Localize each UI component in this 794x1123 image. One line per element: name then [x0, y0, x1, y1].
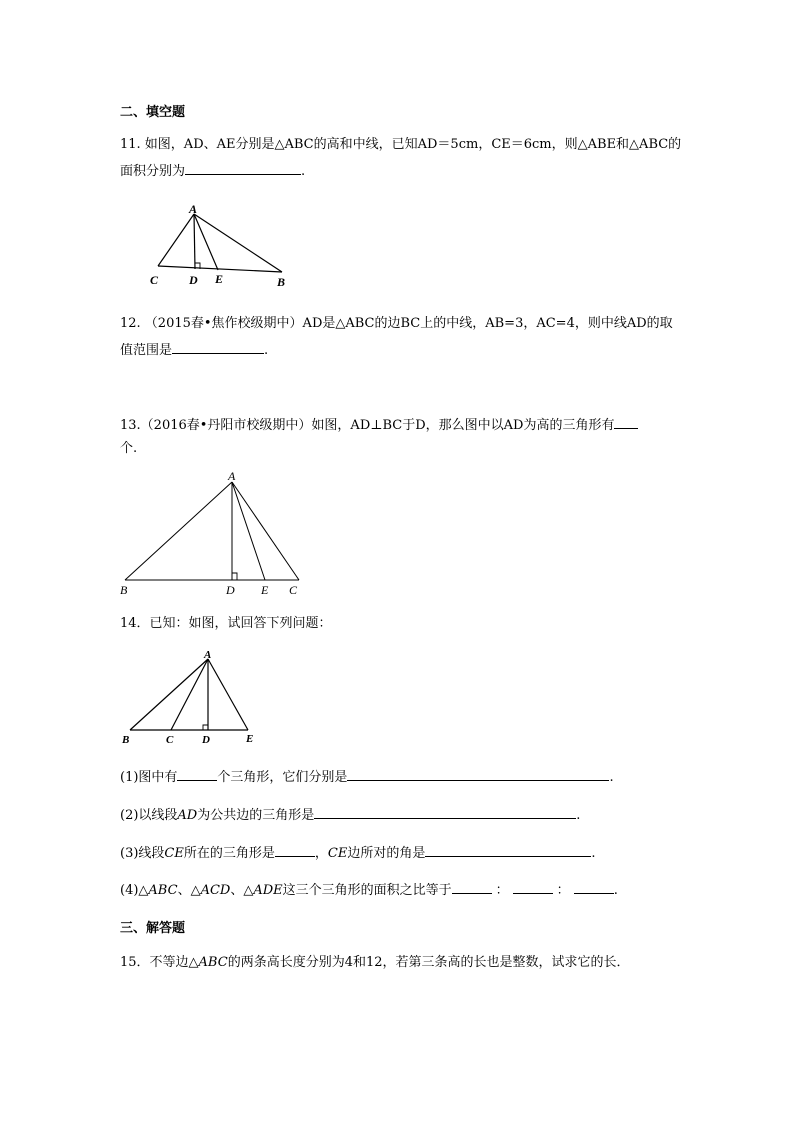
q14-label-a: A: [204, 649, 212, 661]
q11-label-d: D: [189, 273, 198, 287]
q11-text-line2: [120, 162, 305, 180]
q14-triangle-figure: [115, 644, 265, 748]
q13-label-a: A: [228, 469, 236, 483]
q14-part1-blank-count[interactable]: [177, 768, 217, 781]
q14-part4-period: .: [613, 883, 618, 898]
q13-text-line1: [120, 416, 638, 434]
q14-part4-blank1[interactable]: [452, 881, 492, 894]
q14-label-c: C: [166, 734, 174, 746]
q15-var: ABC: [198, 955, 228, 970]
q14-part4-blank2[interactable]: [513, 881, 553, 894]
q14-part2-prefix: (2)以线段: [120, 808, 178, 823]
q14-part1-prefix: (1)图中有: [120, 770, 178, 785]
q14-part1: [120, 768, 614, 786]
q14-part3-comma: ，: [314, 846, 328, 861]
q13-label-c: C: [289, 583, 298, 597]
q14-part4-var-ade: ADE: [253, 883, 283, 898]
q14-part4-sep2: 、△: [230, 883, 254, 898]
q14-part3-period: .: [591, 846, 596, 861]
q14-part2-mid: 为公共边的三角形是: [197, 808, 315, 823]
q14-part3-prefix: (3)线段: [120, 846, 165, 861]
q14-part3-var2: CE: [327, 846, 348, 861]
q12-period: .: [264, 343, 269, 358]
q14-part3-blank-angle[interactable]: [425, 844, 591, 857]
q14-part4-var-abc: ABC: [148, 883, 178, 898]
q13-label-e: E: [261, 583, 269, 597]
q14-label-d: D: [202, 734, 210, 746]
q11-period: .: [301, 164, 306, 179]
q14-part1-period: .: [609, 770, 614, 785]
q14-part2: [120, 806, 580, 824]
q14-part4-mid: 这三个三角形的面积之比等于: [282, 883, 452, 898]
q11-triangle-figure: [140, 200, 300, 292]
q14-part2-var: AD: [177, 808, 198, 823]
q11-label-a: A: [189, 202, 198, 216]
q12-text-line2: [120, 341, 268, 359]
q12-answer-blank[interactable]: [172, 341, 264, 354]
q11-label-c: C: [150, 273, 159, 287]
q14-label-e: E: [246, 733, 254, 745]
q14-part4: [120, 881, 618, 899]
q14-part3-blank-triangle[interactable]: [275, 844, 315, 857]
q14-part4-colon2: ：: [556, 883, 570, 898]
q14-part4-colon1: ：: [495, 883, 509, 898]
q14-part2-blank[interactable]: [314, 806, 576, 819]
q13-text-prefix: 13.（2016春•丹阳市校级期中）如图，AD⊥BC于D，那么图中以AD为高的三角形有: [120, 418, 615, 433]
q14-part2-period: .: [576, 808, 581, 823]
q12-text-prefix: 值范围是: [120, 343, 173, 358]
q14-part3-mid2: 边所对的角是: [347, 846, 426, 861]
q14-part3: [120, 844, 595, 862]
q11-text-line1: 11. 如图，AD、AE分别是△ABC的高和中线，已知AD＝5cm，CE＝6cm，则△ABE和△ABC的: [120, 137, 682, 152]
q11-label-b: B: [277, 275, 286, 289]
q14-part3-var1: CE: [164, 846, 184, 861]
q14-part4-var-acd: ACD: [200, 883, 231, 898]
q14-part4-sep1: 、△: [177, 883, 201, 898]
section-header-answer: 三、解答题: [120, 921, 186, 936]
q12-text-line1: 12. （2015春•焦作校级期中）AD是△ABC的边BC上的中线，AB=3，AC=4，则中线AD的取: [120, 316, 673, 331]
q13-text-line2: 个.: [120, 441, 138, 456]
q13-label-b: B: [120, 583, 128, 597]
q13-answer-blank[interactable]: [614, 416, 638, 429]
q11-label-e: E: [215, 272, 224, 286]
q14-part3-mid1: 所在的三角形是: [183, 846, 275, 861]
q15-prefix: 15．不等边△: [120, 955, 199, 970]
q15-text: [120, 955, 630, 971]
q15-rest: 的两条高长度分别为4和12，若第三条高的长也是整数，试求它的长．: [227, 955, 630, 970]
q14-label-b: B: [122, 734, 130, 746]
q14-part1-mid: 个三角形，它们分别是: [217, 770, 348, 785]
q11-text-prefix: 面积分别为: [120, 164, 186, 179]
section-header-fill-blank: 二、填空题: [120, 105, 186, 120]
q13-triangle-figure: [110, 468, 310, 600]
q13-label-d: D: [226, 583, 235, 597]
q14-intro: 14．已知：如图，试回答下列问题：: [120, 616, 332, 631]
q14-part1-blank-list[interactable]: [347, 768, 609, 781]
q14-part4-prefix: (4)△: [120, 883, 149, 898]
q14-part4-blank3[interactable]: [574, 881, 614, 894]
q11-answer-blank[interactable]: [185, 162, 301, 175]
